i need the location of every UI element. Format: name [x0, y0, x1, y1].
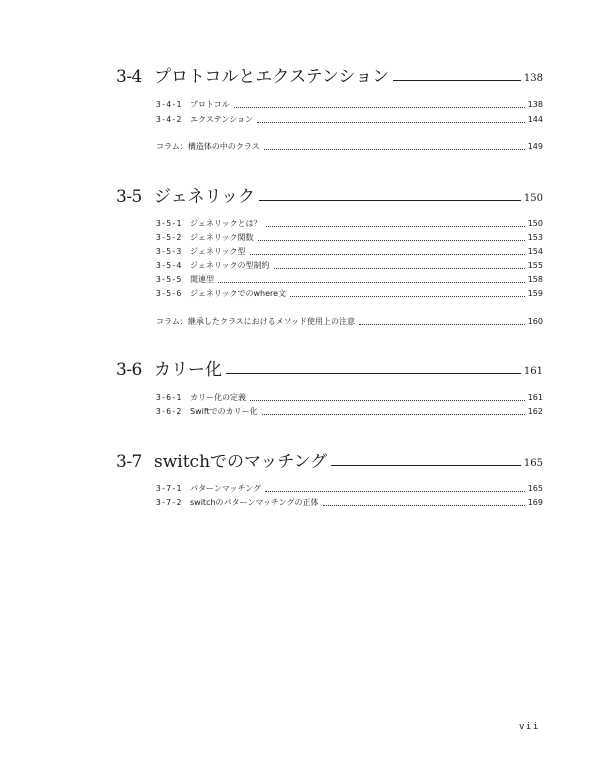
entry-title: カリー化の定義	[190, 393, 246, 402]
dot-leader	[250, 254, 525, 255]
toc-entry[interactable]	[156, 287, 543, 300]
section-title: switchでのマッチング	[154, 452, 328, 472]
section-title: プロトコルとエクステンション	[154, 67, 390, 87]
dot-leader	[262, 414, 525, 415]
section-page-number: 150	[523, 193, 543, 204]
entry-page-number: 161	[527, 393, 543, 402]
entry-title: switchのパターンマッチングの正体	[190, 498, 319, 507]
entry-page-number: 149	[527, 142, 543, 151]
dot-leader	[250, 400, 525, 401]
entry-title: プロトコル	[190, 100, 230, 109]
entry-title: ジェネリック型	[190, 247, 246, 256]
entry-page-number: 138	[527, 100, 543, 109]
entry-number: 3-5-4	[156, 261, 182, 270]
section-title: カリー化	[154, 360, 222, 380]
dot-leader	[265, 491, 525, 492]
dot-leader	[264, 149, 525, 150]
dot-leader	[290, 296, 525, 297]
section-rule	[393, 80, 521, 81]
entry-title: ジェネリックとは？	[190, 219, 262, 228]
entry-number: 3-7-1	[156, 484, 182, 493]
dot-leader	[323, 505, 525, 506]
dot-leader	[257, 122, 525, 123]
section-number: 3-6	[116, 360, 142, 380]
toc-entry[interactable]	[156, 496, 543, 509]
toc-entry[interactable]	[156, 231, 543, 244]
entry-page-number: 159	[527, 289, 543, 298]
toc-entry[interactable]	[156, 113, 543, 126]
section-rule	[226, 373, 521, 374]
entry-number: 3-6-2	[156, 407, 182, 416]
toc-entry[interactable]	[156, 391, 543, 404]
section-heading[interactable]	[116, 451, 543, 473]
section-number: 3-4	[116, 67, 142, 87]
entry-title: ジェネリックでのwhere文	[190, 289, 287, 298]
toc-column-entry[interactable]	[156, 315, 543, 328]
entry-page-number: 150	[527, 219, 543, 228]
entry-title: コラム：構造体の中のクラス	[156, 142, 260, 151]
dot-leader	[266, 226, 525, 227]
section-number: 3-5	[116, 187, 142, 207]
section-page-number: 165	[523, 458, 543, 469]
page-folio: vii	[519, 722, 540, 732]
toc-entry[interactable]	[156, 405, 543, 418]
toc-entry[interactable]	[156, 217, 543, 230]
entry-page-number: 155	[527, 261, 543, 270]
entry-number: 3-4-1	[156, 100, 182, 109]
entry-number: 3-6-1	[156, 393, 182, 402]
section-heading[interactable]	[116, 359, 543, 381]
entry-title: ジェネリックの型制約	[190, 261, 270, 270]
entry-title: Swiftでのカリー化	[190, 407, 258, 416]
entry-page-number: 160	[527, 317, 543, 326]
entry-page-number: 162	[527, 407, 543, 416]
dot-leader	[359, 324, 525, 325]
dot-leader	[274, 268, 525, 269]
entry-title: エクステンション	[190, 115, 253, 124]
section-rule	[259, 200, 521, 201]
toc-column-entry[interactable]	[156, 140, 543, 153]
section-rule	[331, 465, 521, 466]
toc-entry[interactable]	[156, 259, 543, 272]
entry-number: 3-5-6	[156, 289, 182, 298]
entry-page-number: 153	[527, 233, 543, 242]
section-title: ジェネリック	[154, 187, 255, 207]
entry-title: 関連型	[190, 275, 214, 284]
entry-number: 3-4-2	[156, 115, 182, 124]
entry-number: 3-5-3	[156, 247, 182, 256]
toc-entry[interactable]	[156, 98, 543, 111]
toc-entry[interactable]	[156, 245, 543, 258]
entry-title: コラム：継承したクラスにおけるメソッド使用上の注意	[156, 317, 356, 326]
entry-page-number: 169	[527, 498, 543, 507]
entry-page-number: 144	[527, 115, 543, 124]
section-number: 3-7	[116, 452, 142, 472]
toc-entry[interactable]	[156, 273, 543, 286]
dot-leader	[258, 240, 525, 241]
entry-number: 3-5-2	[156, 233, 182, 242]
section-heading[interactable]	[116, 186, 543, 208]
entry-page-number: 158	[527, 275, 543, 284]
entry-title: ジェネリック関数	[190, 233, 254, 242]
section-page-number: 138	[523, 73, 543, 84]
entry-title: パターンマッチング	[190, 484, 261, 493]
entry-page-number: 154	[527, 247, 543, 256]
section-page-number: 161	[523, 366, 543, 377]
dot-leader	[234, 107, 525, 108]
entry-number: 3-7-2	[156, 498, 182, 507]
entry-number: 3-5-5	[156, 275, 182, 284]
section-heading[interactable]	[116, 66, 543, 88]
dot-leader	[218, 282, 525, 283]
toc-entry[interactable]	[156, 482, 543, 495]
entry-page-number: 165	[527, 484, 543, 493]
entry-number: 3-5-1	[156, 219, 182, 228]
